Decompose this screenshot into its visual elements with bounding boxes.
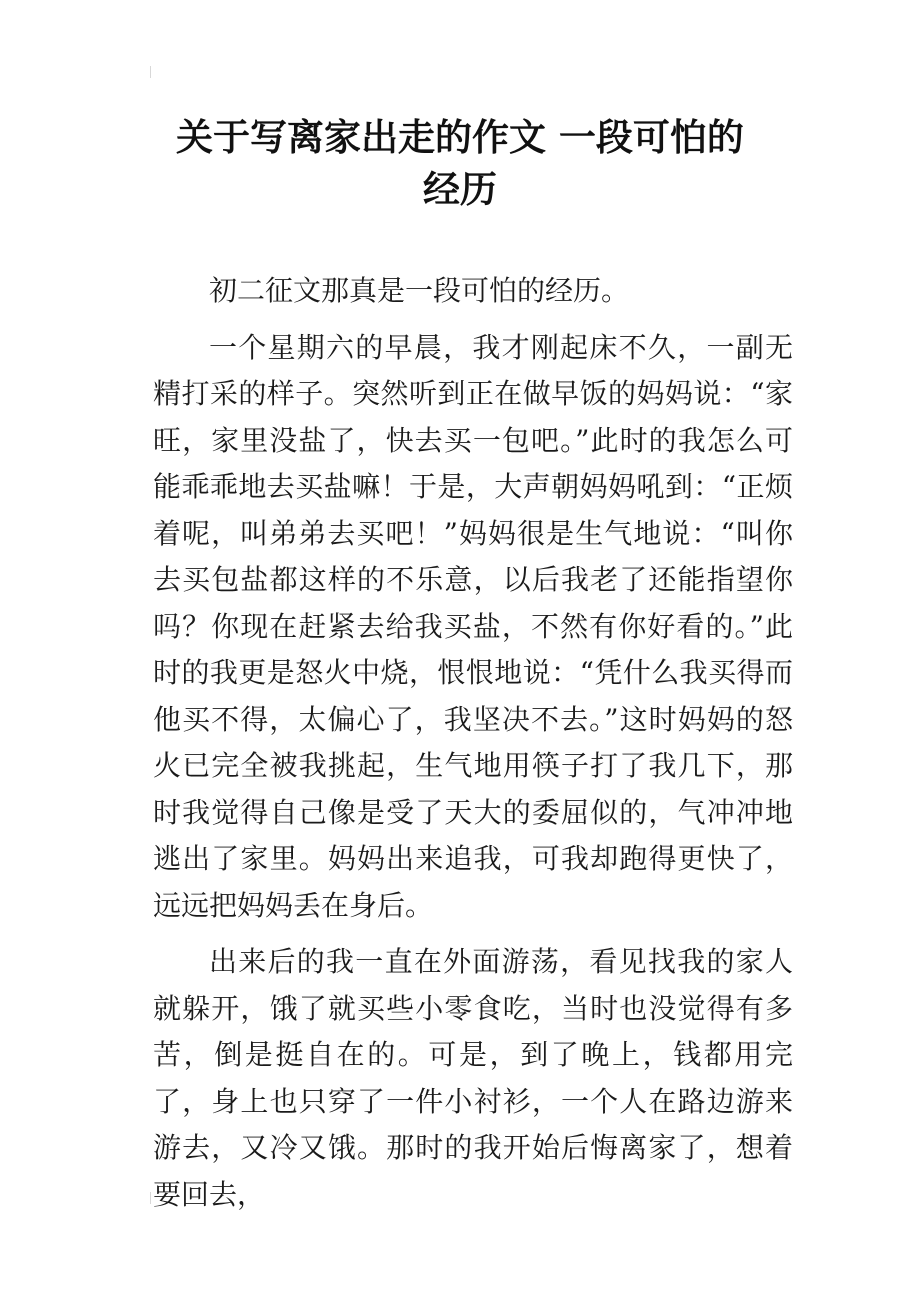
paragraph-3: 出来后的我一直在外面游荡，看见找我的家人就躲开，饿了就买些小零食吃，当时也没觉得有多苦，倒是挺自在的。可是，到了晚上，钱都用完了，身上也只穿了一件小衬衫，一个人在路边游来游去，又冷又饿。那时的我开始后悔离家了，想着要回去， xyxy=(153,945,793,1211)
document-body xyxy=(153,268,793,1228)
crop-mark-top xyxy=(150,66,155,78)
paragraph-1: 初二征文那真是一段可怕的经历。 xyxy=(209,274,630,307)
title-line-1: 关于写离家出走的作文 一段可怕的 xyxy=(176,116,744,159)
paragraph-2: 一个星期六的早晨，我才刚起床不久，一副无精打采的样子。突然听到正在做早饭的妈妈说：“家旺，家里没盐了，快去买一包吧。”此时的我怎么可能乖乖地去买盐嘛！于是，大声朝妈妈吼到：“正烦着呢，叫弟弟去买吧！”妈妈很是生气地说：“叫你去买包盐都这样的不乐意，以后我老了还能指望你吗？你现在赶紧去给我买盐，不然有你好看的。”此时的我更是怒火中烧，恨恨地说：“凭什么我买得而他买不得，太偏心了，我坚决不去。”这时妈妈的怒火已完全被我挑起，生气地用筷子打了我几下，那时我觉得自己像是受了天大的委屈似的，气冲冲地逃出了家里。妈妈出来追我，可我却跑得更快了，远远把妈妈丢在身后。 xyxy=(153,330,793,922)
document-title xyxy=(100,112,820,216)
title-line-2: 经历 xyxy=(423,168,497,211)
